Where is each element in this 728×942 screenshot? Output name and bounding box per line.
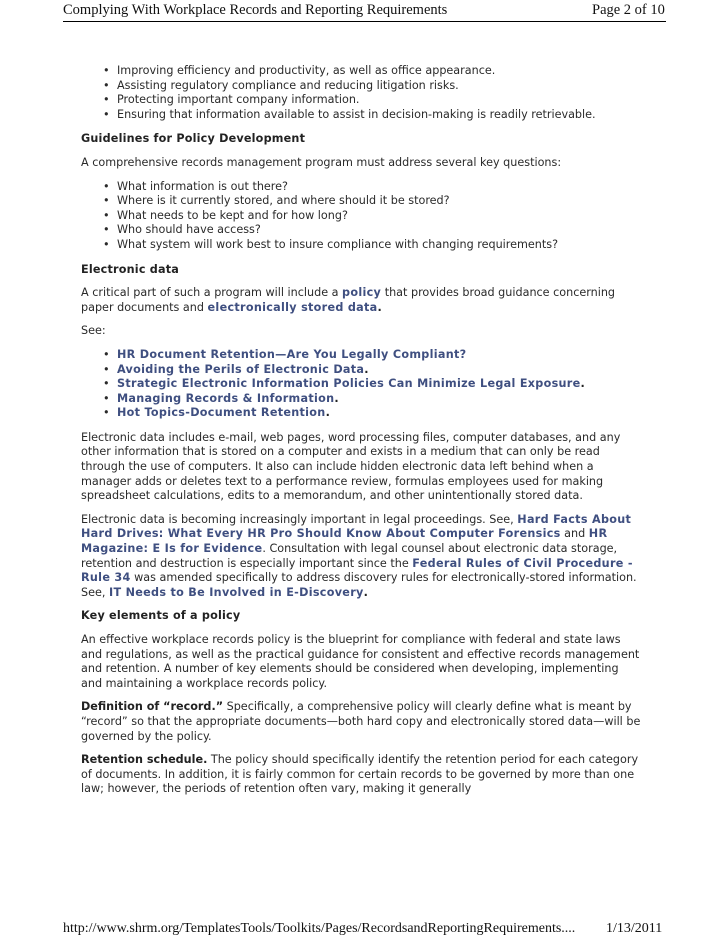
hard-facts-link[interactable]: Hard Facts About Hard Drives: What Every HR Pro Should Know About Computer Forensics bbox=[81, 512, 632, 541]
list-item: • HR Document Retention—Are You Legally Compliant? bbox=[103, 347, 467, 361]
definition-paragraph: Definition of “record.” Specifically, a comprehensive policy will clearly define what is meant by “record” so that the appropriate documents—both hard copy and electronically stored data—will be governed by the policy. bbox=[81, 700, 641, 743]
intro-bullet-list bbox=[81, 64, 641, 122]
avoiding-perils-link[interactable]: Avoiding the Perils of Electronic Data bbox=[117, 362, 365, 376]
list-item: • Improving efficiency and productivity, as well as office appearance. bbox=[103, 64, 496, 77]
list-item: • Avoiding the Perils of Electronic Data. bbox=[103, 362, 369, 376]
electronic-definition-paragraph: Electronic data includes e-mail, web pages, word processing files, computer databases, and any other information that is stored on a computer and exists in a medium that can only be read through the use of computers. It also can include hidden electronic data left behind when a manager adds or deletes text to a performance review, formulas employees used for making spreadsheet calculations, edits to a memorandum, and other unintentionally stored data. bbox=[81, 430, 621, 503]
footer-url: http://www.shrm.org/TemplatesTools/Toolkits/Pages/RecordsandReportingRequirements.... bbox=[63, 921, 576, 936]
list-item: • Managing Records & Information. bbox=[103, 391, 339, 405]
list-item: • Strategic Electronic Information Policies Can Minimize Legal Exposure. bbox=[103, 377, 585, 391]
guidelines-intro: A comprehensive records management program must address several key questions: bbox=[81, 155, 562, 169]
list-item: • Ensuring that information available to assist in decision-making is readily retrievable. bbox=[103, 107, 596, 121]
list-item: • Protecting important company information. bbox=[103, 93, 360, 107]
document-body bbox=[81, 64, 641, 806]
see-label: See: bbox=[81, 324, 106, 338]
header-rule bbox=[63, 21, 666, 22]
header-page-number: Page 2 of 10 bbox=[592, 2, 665, 18]
managing-records-link[interactable]: Managing Records & Information bbox=[117, 391, 335, 405]
list-item: • Who should have access? bbox=[103, 223, 261, 237]
electronically-stored-data-link[interactable]: electronically stored data bbox=[207, 300, 378, 314]
electronic-data-heading: Electronic data bbox=[81, 262, 180, 276]
key-elements-paragraph: An effective workplace records policy is the blueprint for compliance with federal and state laws and regulations, as well as the practical guidance for consistent and effective records management and retention. A number of key elements should be considered when developing, implementing and maintaining a workplace records policy. bbox=[81, 633, 640, 690]
definition-label: Definition of “record.” bbox=[81, 700, 224, 714]
list-item: • Assisting regulatory compliance and reducing litigation risks. bbox=[103, 78, 459, 92]
policy-link[interactable]: policy bbox=[342, 286, 382, 300]
electronic-intro-paragraph: A critical part of such a program will include a policy that provides broad guidance concerning paper documents and electronically stored data. bbox=[81, 286, 616, 314]
questions-list bbox=[81, 180, 641, 253]
key-elements-heading: Key elements of a policy bbox=[81, 609, 241, 623]
list-item: • Hot Topics-Document Retention. bbox=[103, 406, 330, 420]
federal-rules-link[interactable]: Federal Rules of Civil Procedure - Rule 34 bbox=[81, 556, 633, 585]
list-item: • What system will work best to insure compliance with changing requirements? bbox=[103, 237, 559, 251]
guidelines-heading: Guidelines for Policy Development bbox=[81, 132, 306, 146]
list-item: • Where is it currently stored, and where should it be stored? bbox=[103, 194, 450, 208]
header-title: Complying With Workplace Records and Reporting Requirements bbox=[63, 2, 448, 18]
list-item: • What needs to be kept and for how long? bbox=[103, 208, 348, 222]
hr-document-retention-link[interactable]: HR Document Retention—Are You Legally Compliant? bbox=[117, 347, 467, 361]
footer-date: 1/13/2011 bbox=[606, 921, 663, 936]
retention-paragraph: Retention schedule. The policy should specifically identify the retention period for each category of documents. In addition, it is fairly common for certain records to be governed by more than one law; however, the periods of retention often vary, making it generally bbox=[81, 753, 639, 796]
it-e-discovery-link[interactable]: IT Needs to Be Involved in E-Discovery bbox=[108, 585, 364, 599]
see-links-list bbox=[81, 348, 641, 421]
e-is-for-evidence-link[interactable]: HR Magazine: E Is for Evidence bbox=[81, 527, 608, 556]
hot-topics-link[interactable]: Hot Topics-Document Retention bbox=[117, 406, 326, 420]
retention-label: Retention schedule. bbox=[81, 753, 208, 767]
strategic-policies-link[interactable]: Strategic Electronic Information Policies Can Minimize Legal Exposure bbox=[117, 377, 581, 391]
list-item: • What information is out there? bbox=[103, 179, 288, 193]
legal-proceedings-paragraph: Electronic data is becoming increasingly important in legal proceedings. See, Hard Facts About Hard Drives: What Every HR Pro Should Know About Computer Forensics and HR Magazine: E Is for Evidence. Consultation with legal counsel about electronic data storage, retention and destruction is especially important since the Federal Rules of Civil Procedure - Rule 34 was amended specifically to address discovery rules for electronically-stored information. See, IT Needs to Be Involved in E-Discovery. bbox=[81, 512, 637, 599]
